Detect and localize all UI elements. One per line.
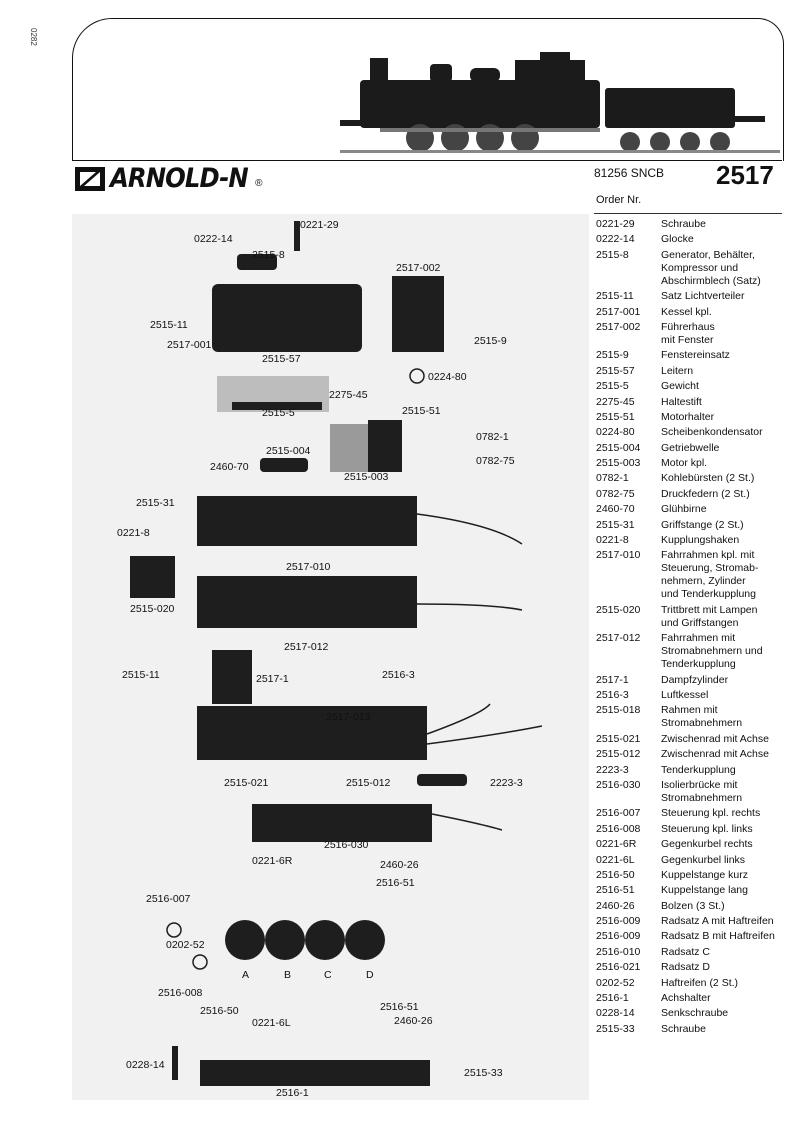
part-name: Radsatz B mit Haftreifen (661, 930, 775, 943)
callout-label: 0782-75 (476, 455, 515, 467)
callout-label: 2515-004 (266, 445, 311, 457)
arnold-logo-icon (74, 165, 106, 193)
order-list-header: Order Nr. (596, 194, 642, 206)
part-name: Fahrrahmen kpl. mit Steuerung, Stromab- nehmern, Zylinder und Tenderkupplung (661, 549, 759, 601)
part-number: 2275-45 (596, 395, 635, 408)
part-number: 2460-26 (596, 899, 635, 912)
brand-registered: ® (255, 178, 263, 189)
callout-label: C (324, 969, 332, 981)
parts-list-row (596, 396, 796, 409)
part-number: 2515-004 (596, 441, 641, 454)
callout-label: 2515-57 (262, 353, 301, 365)
callout-label: 2515-012 (346, 777, 391, 789)
parts-list-row (596, 1023, 796, 1036)
part-name: Leitern (661, 364, 694, 377)
part-number: 2515-33 (596, 1022, 635, 1035)
parts-list-row (596, 854, 796, 867)
callout-label: 0221-6R (252, 855, 293, 867)
parts-list-row (596, 604, 796, 630)
part-name: Fahrrahmen mit Stromabnehmern und Tenderkupplung (661, 632, 763, 671)
callout-label: 2517-010 (286, 561, 331, 573)
callout-label: 2516-007 (146, 893, 191, 905)
part-name: Glühbirne (661, 503, 707, 516)
part-number: 2515-11 (596, 290, 634, 303)
parts-list-row (596, 704, 796, 730)
callout-label: 0782-1 (476, 431, 509, 443)
part-number: 2517-010 (596, 549, 641, 562)
part-number: 2517-002 (596, 320, 641, 333)
part-name: Druckfedern (2 St.) (661, 487, 750, 500)
parts-list-row (596, 290, 796, 303)
callout-label: 2515-5 (262, 407, 295, 419)
part-number: 0222-14 (596, 233, 635, 246)
part-name: Senkschraube (661, 1007, 729, 1020)
callout-label: 2517-002 (396, 262, 441, 274)
brand-logo (74, 163, 263, 194)
parts-list (596, 218, 796, 1038)
part-number: 2516-009 (596, 930, 641, 943)
part-number: 2515-018 (596, 704, 641, 717)
part-name: Generator, Behälter, Kompressor und Abschirmblech (Satz) (661, 248, 761, 287)
part-name: Gegenkurbel links (661, 853, 746, 866)
callout-label: 2515-9 (474, 335, 507, 347)
part-number: 2515-003 (596, 457, 641, 470)
callout-label: 0202-52 (166, 939, 205, 951)
parts-list-row (596, 992, 796, 1005)
part-name: Kuppelstange lang (661, 884, 748, 897)
order-list-rule (594, 213, 782, 214)
parts-list-row (596, 884, 796, 897)
part-name: Zwischenrad mit Achse (661, 748, 769, 761)
callout-label: D (366, 969, 374, 981)
callout-label: 2516-008 (158, 987, 203, 999)
exploded-view-photo (72, 214, 589, 1100)
part-number: 2516-50 (596, 868, 635, 881)
part-number: 2516-009 (596, 915, 641, 928)
part-number: 2515-5 (596, 380, 629, 393)
part-name: Schraube (661, 218, 706, 230)
parts-list-row (596, 961, 796, 974)
part-number: 0221-29 (596, 218, 635, 230)
exploded-view-drawing (72, 214, 589, 1100)
parts-list-row (596, 218, 796, 231)
callout-label: 2515-003 (344, 471, 389, 483)
part-number: 2516-1 (596, 992, 629, 1005)
part-number: 2516-51 (596, 884, 635, 897)
part-name: Kuppelstange kurz (661, 868, 748, 881)
margin-code: 0282 (29, 28, 38, 46)
part-number: 2460-70 (596, 503, 635, 516)
part-name: Gewicht (661, 380, 699, 393)
callout-label: 2515-8 (252, 249, 285, 261)
parts-list-row (596, 503, 796, 516)
brand-name: ARNOLD-N (110, 163, 248, 194)
callout-label: 2223-3 (490, 777, 523, 789)
part-number: 2517-1 (596, 673, 629, 686)
part-number: 2515-9 (596, 349, 629, 362)
locomotive-illustration (340, 50, 780, 162)
parts-list-row (596, 764, 796, 777)
part-number: 0202-52 (596, 976, 635, 989)
part-name: Führerhaus mit Fenster (661, 320, 715, 346)
part-name: Griffstange (2 St.) (661, 518, 744, 531)
part-number: 0221-6R (596, 838, 637, 851)
part-name: Tenderkupplung (661, 763, 736, 776)
part-number: 2516-008 (596, 822, 641, 835)
parts-list-row (596, 321, 796, 347)
parts-list-row (596, 779, 796, 805)
part-name: Radsatz A mit Haftreifen (661, 915, 774, 928)
part-number: 2515-57 (596, 364, 635, 377)
part-name: Steuerung kpl. rechts (661, 807, 761, 820)
parts-list-row (596, 674, 796, 687)
callout-label: 2515-51 (402, 405, 441, 417)
parts-list-row (596, 930, 796, 943)
parts-list-row (596, 549, 796, 601)
callout-label: 0222-14 (194, 233, 233, 245)
part-number: 2516-010 (596, 945, 641, 958)
part-number: 2515-51 (596, 410, 635, 423)
callout-label: 2515-33 (464, 1067, 503, 1079)
part-name: Radsatz D (661, 961, 711, 974)
part-number: 2516-007 (596, 807, 641, 820)
callout-label: 0221-29 (300, 219, 339, 231)
callout-label: 2515-31 (136, 497, 175, 509)
callout-label: 2515-11 (122, 669, 160, 681)
part-name: Motorhalter (661, 410, 715, 423)
part-number: 2516-030 (596, 778, 641, 791)
part-number: 0782-75 (596, 487, 635, 500)
part-number: 0224-80 (596, 426, 635, 439)
callout-label: 2517-013 (326, 711, 371, 723)
callout-label: 2516-1 (276, 1087, 309, 1099)
parts-list-row (596, 519, 796, 532)
parts-list-row (596, 442, 796, 455)
part-name: Haftreifen (2 St.) (661, 976, 739, 989)
parts-list-row (596, 1007, 796, 1020)
parts-list-row (596, 233, 796, 246)
callout-label: A (242, 969, 250, 981)
callout-label: 2515-021 (224, 777, 269, 789)
part-name: Radsatz C (661, 945, 711, 958)
callout-label: 0221-8 (117, 527, 150, 539)
callout-label: 2516-51 (380, 1001, 419, 1013)
part-name: Dampfzylinder (661, 673, 729, 686)
part-name: Kohlebürsten (2 St.) (661, 472, 755, 485)
callout-label: 2517-1 (256, 673, 289, 685)
part-name: Schraube (661, 1022, 706, 1035)
parts-list-row (596, 823, 796, 836)
callout-label: 2515-020 (130, 603, 175, 615)
part-number: 2515-021 (596, 732, 641, 745)
callout-label: B (284, 969, 292, 981)
parts-list-row (596, 748, 796, 761)
parts-list-row (596, 365, 796, 378)
parts-list-row (596, 349, 796, 362)
part-name: Bolzen (3 St.) (661, 899, 725, 912)
part-name: Glocke (661, 233, 694, 246)
part-number: 0782-1 (596, 472, 629, 485)
callout-label: 0221-6L (252, 1017, 291, 1029)
part-number: 2517-012 (596, 632, 641, 645)
part-number: 2515-31 (596, 518, 635, 531)
callout-label: 2460-26 (380, 859, 419, 871)
parts-list-row (596, 915, 796, 928)
part-name: Zwischenrad mit Achse (661, 732, 769, 745)
part-name: Trittbrett mit Lampen und Griffstangen (661, 603, 758, 629)
parts-list-row (596, 411, 796, 424)
parts-list-row (596, 380, 796, 393)
part-number: 2223-3 (596, 763, 629, 776)
product-subtitle: 81256 SNCB (594, 166, 665, 180)
callout-label: 2517-001 (167, 339, 212, 351)
parts-list-row (596, 426, 796, 439)
part-number: 2515-8 (596, 248, 629, 261)
callout-label: 2460-26 (394, 1015, 433, 1027)
callout-label: 2275-45 (329, 389, 368, 401)
callout-label: 2516-50 (200, 1005, 239, 1017)
parts-list-row (596, 733, 796, 746)
part-number: 0221-6L (596, 853, 635, 866)
part-number: 0228-14 (596, 1007, 635, 1020)
parts-list-row (596, 977, 796, 990)
model-number: 2517 (716, 160, 774, 190)
part-number: 2515-020 (596, 603, 641, 616)
part-name: Steuerung kpl. links (661, 822, 753, 835)
parts-list-row (596, 838, 796, 851)
parts-list-row (596, 488, 796, 501)
parts-list-row (596, 632, 796, 671)
part-name: Achshalter (661, 992, 711, 1005)
part-name: Kessel kpl. (661, 305, 712, 318)
callout-label: 2516-030 (324, 839, 369, 851)
part-name: Motor kpl. (661, 457, 708, 470)
part-number: 0221-8 (596, 534, 629, 547)
callout-label: 0228-14 (126, 1059, 165, 1071)
part-name: Rahmen mit Stromabnehmern (661, 704, 743, 730)
parts-list-row (596, 946, 796, 959)
part-name: Luftkessel (661, 688, 709, 701)
part-name: Satz Lichtverteiler (661, 290, 745, 303)
part-name: Fenstereinsatz (661, 349, 730, 362)
parts-list-row (596, 807, 796, 820)
parts-list-row (596, 689, 796, 702)
parts-list-row (596, 900, 796, 913)
part-number: 2516-021 (596, 961, 641, 974)
part-name: Scheibenkondensator (661, 426, 763, 439)
parts-list-row (596, 534, 796, 547)
parts-list-row (596, 869, 796, 882)
part-name: Isolierbrücke mit Stromabnehmern (661, 778, 743, 804)
callout-label: 2517-012 (284, 641, 329, 653)
part-name: Getriebwelle (661, 441, 720, 454)
part-name: Gegenkurbel rechts (661, 838, 753, 851)
part-number: 2517-001 (596, 305, 641, 318)
callout-label: 2515-11 (150, 319, 188, 331)
callout-label: 0224-80 (428, 371, 467, 383)
parts-list-row (596, 457, 796, 470)
part-number: 2516-3 (596, 688, 629, 701)
callout-label: 2516-3 (382, 669, 415, 681)
header-rule (72, 160, 782, 161)
part-number: 2515-012 (596, 748, 641, 761)
part-name: Haltestift (661, 395, 702, 408)
parts-list-row (596, 472, 796, 485)
callout-label: 2516-51 (376, 877, 415, 889)
part-name: Kupplungshaken (661, 534, 740, 547)
parts-list-row (596, 306, 796, 319)
parts-list-row (596, 249, 796, 288)
callout-label: 2460-70 (210, 461, 249, 473)
